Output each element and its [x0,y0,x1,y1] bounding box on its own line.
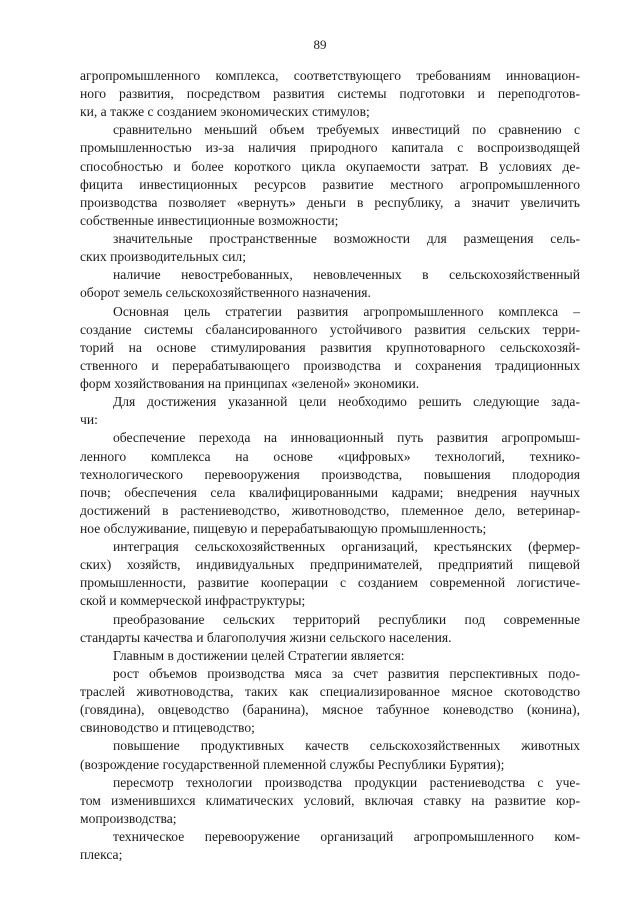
text-line: ленного комплекса на основе «цифровых» технологий, технико- [80,448,580,464]
text-line: ное обслуживание, пищевую и перерабатывающую промышленность; [80,521,487,536]
text-line: траслей животноводства, таких как специализированное мясное скотоводство [80,684,580,700]
text-line: Главным в достижении целей Стратегии является: [113,647,405,663]
text-line: ских) хозяйств, индивидуальных предпринимателей, предприятий пищевой [80,557,580,573]
text-line: ного развития, посредством развития системы подготовки и переподготов- [80,86,580,102]
text-line: мопроизводства; [80,810,177,826]
text-line: собственные инвестиционные возможности; [80,212,339,228]
text-line: ки, а также с созданием экономических стимулов; [80,104,370,120]
text-line: техническое перевооружение организаций агропромышленного ком- [113,829,580,845]
text-line: производства позволяет «вернуть» деньги в республику, а значит увеличить [80,194,580,210]
text-line: промышленностью из-за наличия природного капитала с воспроизводящей [80,140,580,156]
text-line: способностью и более короткого цикла окупаемости затрат. В условиях де- [80,158,580,174]
text-line: повышение продуктивных качеств сельскохозяйственных животных [113,738,580,754]
text-line: фицита инвестиционных ресурсов развитие местного агропромышленного [80,176,580,192]
text-line: Основная цель стратегии развития агропромышленного комплекса – [113,303,580,319]
text-line: промышленности, развитие кооперации с созданием современной логистиче- [80,575,580,591]
text-line: торий на основе стимулирования развития крупнотоварного сельскохозяй- [80,339,580,355]
text-line: сравнительно меньший объем требуемых инвестиций по сравнению с [113,122,580,138]
text-line: оборот земель сельскохозяйственного назначения. [80,285,371,301]
text-line: ственного и перерабатывающего производства и сохранения традиционных [80,357,580,373]
text-line: Для достижения указанной цели необходимо решить следующие зада- [113,394,580,410]
text-line: (говядина), овцеводство (баранина), мясное табунное коневодство (конина), [80,702,580,718]
text-line: форм хозяйствования на принципах «зеленой» экономики. [80,376,420,392]
text-line: агропромышленного комплекса, соответствующего требованиям инновацион- [80,68,580,83]
text-line: обеспечение перехода на инновационный путь развития агропромыш- [113,430,580,446]
text-line: пересмотр технологии производства продукции растениеводства с уче- [113,774,580,790]
text-line: наличие невостребованных, невовлеченных в сельскохозяйственный [113,267,580,283]
text-line: чи: [80,412,98,428]
text-line: том изменившихся климатических условий, включая ставку на развитие кор- [80,792,580,808]
text-line: преобразование сельских территорий республики под современные [113,611,580,627]
text-line: (возрождение государственной племенной службы Республики Бурятия); [80,756,505,772]
page-number: 89 [313,37,327,52]
text-line: свиноводство и птицеводство; [80,720,255,736]
text-line: рост объемов производства мяса за счет развития перспективных подо- [113,665,580,681]
text-line: ской и коммерческой инфраструктуры; [80,593,306,609]
text-line: технологического перевооружения производства, повышения плодородия [80,466,580,482]
text-line: плекса; [80,847,123,863]
text-line: стандарты качества и благополучия жизни сельского населения. [80,629,452,645]
text-line: интеграция сельскохозяйственных организаций, крестьянских (фермер- [113,539,580,555]
text-line: достижений в растениеводство, животноводство, племенное дело, ветеринар- [80,502,580,518]
text-line: создание системы сбалансированного устойчивого развития сельских терри- [80,321,580,337]
text-line: значительные пространственные возможности для размещения сель- [113,231,580,247]
text-line: ских производительных сил; [80,249,246,265]
text-line: почв; обеспечения села квалифицированными кадрами; внедрения научных [80,484,580,500]
